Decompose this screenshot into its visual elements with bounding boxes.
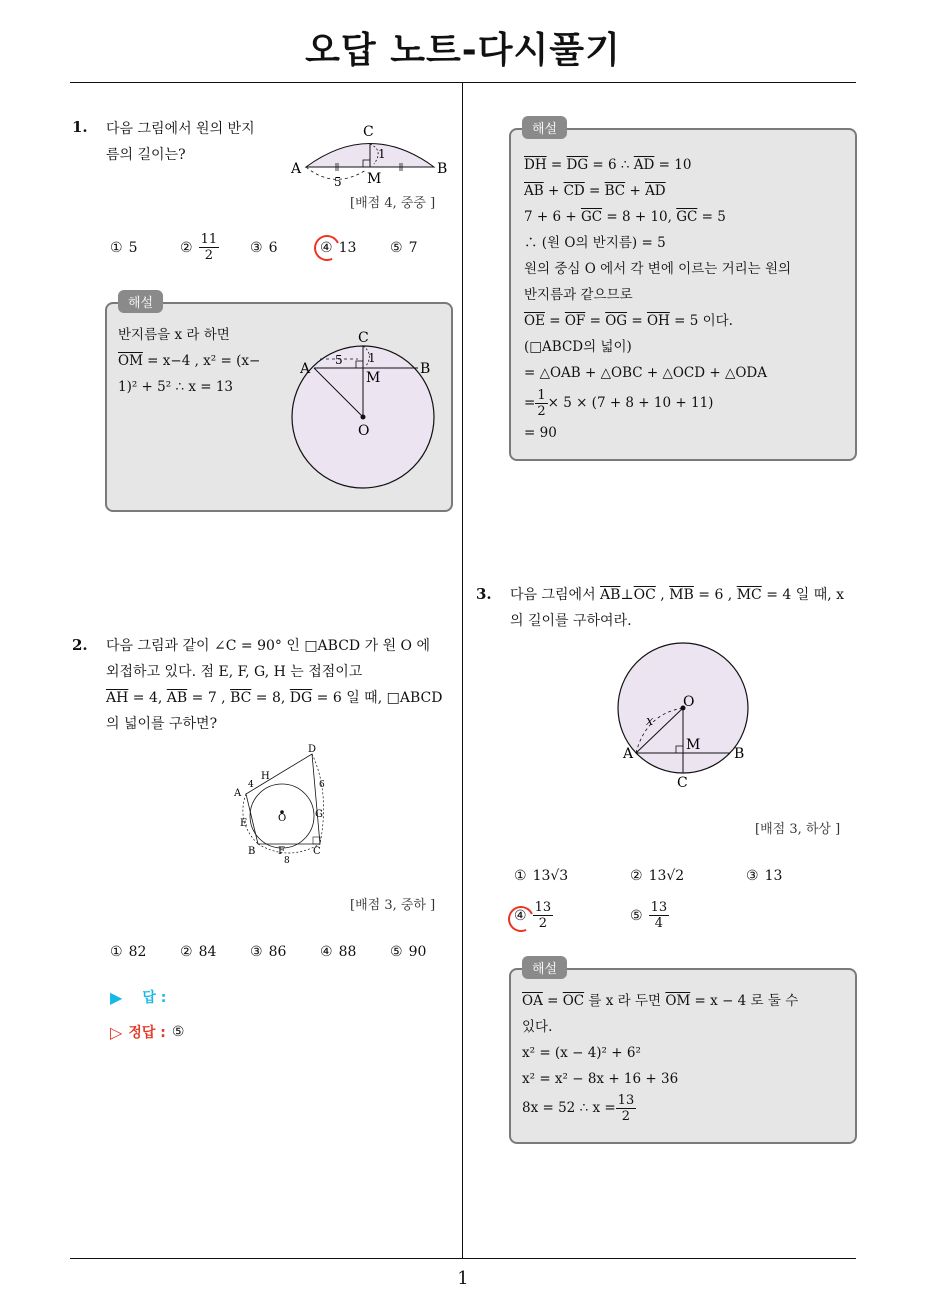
q1-sol-label-a: A bbox=[300, 361, 311, 377]
q2-number: 2. bbox=[72, 636, 88, 654]
q1-choice-3[interactable]: ③ 6 bbox=[250, 239, 278, 256]
q3-number: 3. bbox=[476, 585, 492, 603]
q3-meta: [배점 3, 하상 ] bbox=[755, 822, 841, 837]
q3-choice-3[interactable]: ③ 13 bbox=[746, 868, 783, 884]
q3-sol-l4: x² = x² − 8x + 16 + 36 bbox=[522, 1071, 679, 1087]
q1-sol-label-1: 1 bbox=[368, 351, 376, 365]
page-number: 1 bbox=[457, 1268, 469, 1289]
q1-sol-line3: 1)² + 5² ∴ x = 13 bbox=[118, 379, 234, 395]
bottom-rule bbox=[70, 1258, 856, 1259]
q2-label-4: 4 bbox=[248, 780, 254, 790]
q1-text bbox=[106, 116, 255, 168]
q1-figure bbox=[286, 120, 458, 196]
q1-sol-line1: 반지름을 x 라 하면 bbox=[118, 327, 230, 343]
q2-label-6: 6 bbox=[319, 780, 325, 790]
q1-selected-circle bbox=[310, 231, 343, 264]
q3-label-b: B bbox=[734, 746, 745, 762]
q2-sol-l7: $\overline{OE} = \overline{OF} = \overline{OG} = \overline{OH} = 5$ 이다. bbox=[524, 313, 733, 329]
q2-figure bbox=[228, 742, 338, 864]
q2-label-a: A bbox=[234, 788, 242, 799]
q1-sol-line2: $\overline{OM} = x-4$ , x² = (x− bbox=[118, 353, 261, 369]
correct-arrow-icon: ▷ bbox=[110, 1022, 123, 1042]
q1-solution-text bbox=[118, 322, 260, 400]
q2-sol-l5: 원의 중심 O 에서 각 변에 이르는 거리는 원의 bbox=[524, 261, 792, 277]
q2-choices bbox=[110, 944, 440, 960]
q2-label-8: 8 bbox=[284, 856, 290, 864]
q3-figure bbox=[606, 630, 772, 792]
q2-choice-4[interactable]: ④ 88 bbox=[320, 944, 357, 960]
q3-line2: 의 길이를 구하여라. bbox=[510, 613, 632, 629]
q2-sol-l11: = 90 bbox=[524, 425, 557, 441]
q2-sol-l10: = $\frac{1}{2}$ × 5 × (7 + 8 + 10 + 11) bbox=[524, 387, 714, 419]
q1-text-line2: 름의 길이는? bbox=[106, 147, 186, 163]
q1-label-m: M bbox=[367, 171, 382, 187]
q1-sol-label-5: 5 bbox=[335, 353, 343, 367]
q2-label-g: G bbox=[315, 809, 323, 820]
q3-choice-2[interactable]: ② 13√2 bbox=[630, 868, 685, 884]
q2-solution-text bbox=[524, 152, 850, 446]
q1-sol-label-o: O bbox=[358, 423, 370, 439]
q2-line2: 외접하고 있다. 점 E, F, G, H 는 접점이고 bbox=[106, 664, 363, 680]
q2-label-o: O bbox=[278, 813, 287, 824]
q1-label-c: C bbox=[363, 124, 374, 140]
q2-choice-2[interactable]: ② 84 bbox=[180, 944, 217, 960]
q1-choice-4[interactable]: ④ 13 bbox=[320, 240, 390, 256]
q1-number: 1. bbox=[72, 118, 88, 136]
q3-label-c: C bbox=[677, 775, 688, 791]
q1-label-1: 1 bbox=[378, 147, 386, 161]
q2-choice-1[interactable]: ① 82 bbox=[110, 944, 147, 960]
q2-choice-5[interactable]: ⑤ 90 bbox=[390, 944, 427, 960]
q1-sol-label-b: B bbox=[420, 361, 431, 377]
q1-sol-label-m: M bbox=[366, 370, 381, 386]
q2-meta: [배점 3, 중하 ] bbox=[350, 898, 436, 913]
q1-choice-2[interactable]: ② $\frac{11}{2}$ bbox=[180, 232, 218, 263]
q2-sol-l3: $7 + 6 + \overline{GC} = 8 + 10$, $\overline{GC} = 5$ bbox=[524, 209, 726, 225]
q2-answer-row bbox=[110, 987, 166, 1007]
q3-solution-text bbox=[522, 988, 848, 1124]
q2-line3: $\overline{AH} = 4$, $\overline{AB} = 7$ , $\overline{BC} = 8$, $\overline{DG} = 6$ 일 때, □ABCD bbox=[106, 690, 443, 706]
q2-answer-label: 답 : bbox=[142, 990, 167, 1006]
q3-choices-row2 bbox=[514, 900, 746, 931]
q3-label-a: A bbox=[623, 746, 634, 762]
q2-solution-badge: 해설 bbox=[522, 116, 567, 139]
q2-sol-l4: ∴ (원 O의 반지름) = 5 bbox=[524, 235, 666, 251]
q3-choices-row1 bbox=[514, 868, 826, 884]
q2-sol-l9: = △OAB + △OBC + △OCD + △ODA bbox=[524, 365, 767, 381]
q3-sol-l5: 8x = 52 ∴ x = $\frac{13}{2}$ bbox=[522, 1092, 635, 1124]
q2-sol-l2: $\overline{AB} + \overline{CD} = \overline{BC} + \overline{AD}$ bbox=[524, 183, 666, 199]
q2-sol-l1: $\overline{DH} = \overline{DG} = 6$ ∴ $\overline{AD} = 10$ bbox=[524, 157, 692, 173]
q1-choice-1[interactable]: ① 5 bbox=[110, 239, 138, 256]
q1-meta: [배점 4, 중중 ] bbox=[350, 196, 436, 211]
q3-label-x: x bbox=[646, 714, 654, 729]
q2-choice-3[interactable]: ③ 86 bbox=[250, 944, 287, 960]
q1-sol-label-c: C bbox=[358, 330, 369, 346]
q3-line1: 다음 그림에서 $\overline{AB}\perp\overline{OC}$ , $\overline{MB} = 6$ , $\overline{MC} = 4$ 일 때, x bbox=[510, 587, 845, 603]
q3-label-o: O bbox=[683, 694, 695, 710]
q1-choice-5[interactable]: ⑤ 7 bbox=[390, 239, 418, 256]
q3-choice-5[interactable]: ⑤ $\frac{13}{4}$ bbox=[630, 900, 668, 931]
q3-solution-badge: 해설 bbox=[522, 956, 567, 979]
q1-text-line1: 다음 그림에서 원의 반지 bbox=[106, 121, 255, 137]
q2-correct-value: ⑤ bbox=[171, 1024, 185, 1040]
column-divider bbox=[462, 83, 463, 1259]
q1-label-a: A bbox=[291, 161, 302, 177]
answer-arrow-icon: ▶ bbox=[110, 987, 123, 1007]
q2-label-b: B bbox=[248, 846, 256, 857]
q3-sol-l2: 있다. bbox=[522, 1019, 553, 1035]
q2-label-h: H bbox=[261, 771, 270, 782]
q3-text bbox=[510, 582, 860, 634]
q2-correct-label: 정답 : bbox=[128, 1025, 166, 1041]
q1-label-5: 5 bbox=[334, 175, 342, 189]
q3-label-m: M bbox=[686, 737, 701, 753]
q2-line4: 의 넓이를 구하면? bbox=[106, 716, 218, 732]
q2-label-f: F bbox=[278, 846, 285, 857]
q2-label-d: D bbox=[308, 744, 317, 755]
q1-choices bbox=[110, 232, 440, 263]
page-title: 오답 노트-다시풀기 bbox=[305, 30, 621, 71]
q1-label-b: B bbox=[437, 161, 448, 177]
q1-solution-figure bbox=[288, 326, 450, 510]
q3-sol-l1: $\overline{OA} = \overline{OC}$ 를 x 라 두면 $\overline{OM} = x - 4$ 로 둘 수 bbox=[522, 993, 799, 1009]
q2-text bbox=[106, 633, 458, 737]
top-rule bbox=[70, 82, 856, 83]
q2-label-e: E bbox=[240, 818, 248, 829]
q2-line1: 다음 그림과 같이 ∠C = 90° 인 □ABCD 가 원 O 에 bbox=[106, 638, 431, 654]
q2-correct-row bbox=[110, 1022, 184, 1042]
q2-sol-l8: (□ABCD의 넓이) bbox=[524, 339, 632, 355]
q2-label-c: C bbox=[313, 846, 321, 857]
q2-sol-l6: 반지름과 같으므로 bbox=[524, 287, 633, 303]
q3-choice-4[interactable]: ④ $\frac{13}{2}$ bbox=[514, 900, 630, 931]
q3-choice-1[interactable]: ① 13√3 bbox=[514, 868, 569, 884]
q3-sol-l3: x² = (x − 4)² + 6² bbox=[522, 1045, 641, 1061]
q1-solution-badge: 해설 bbox=[118, 290, 163, 313]
